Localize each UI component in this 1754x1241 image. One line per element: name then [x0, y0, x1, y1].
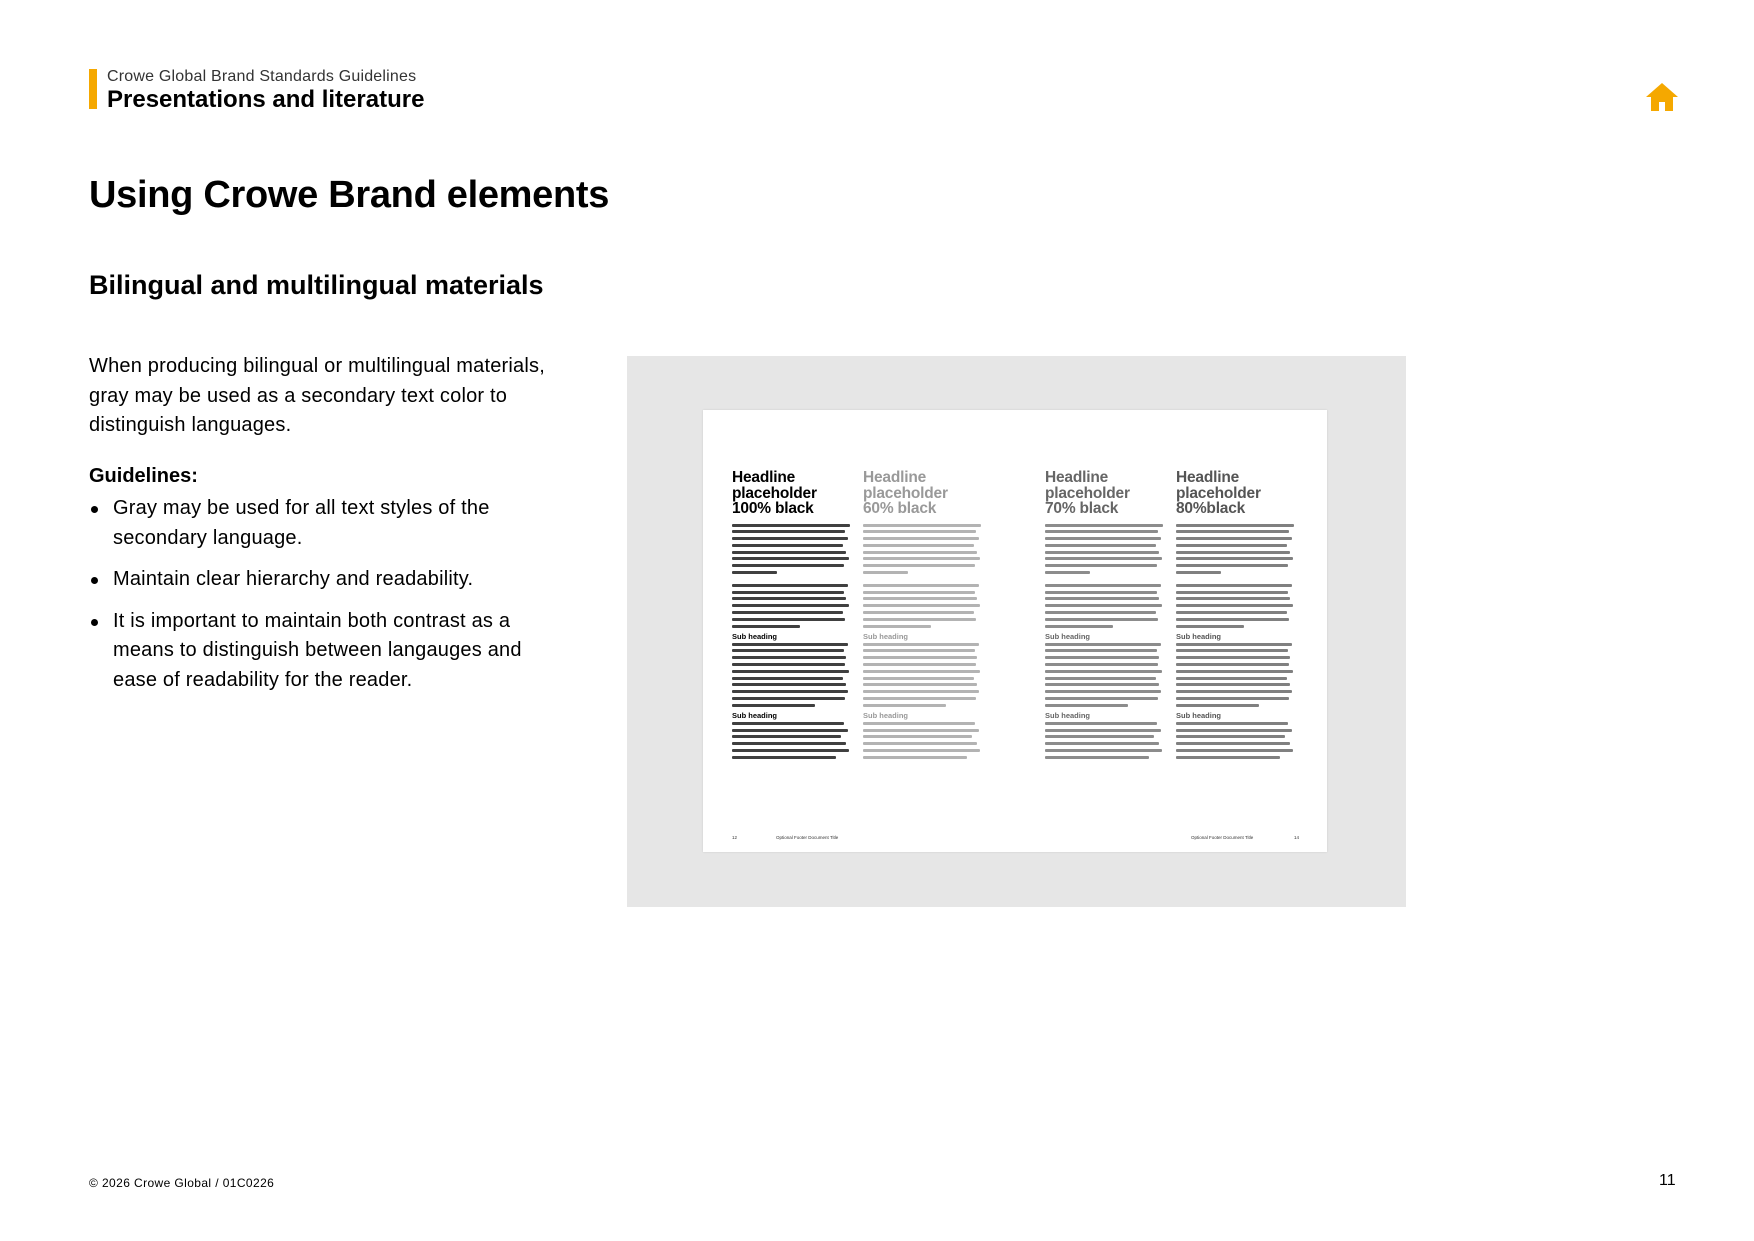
text-line [863, 618, 976, 621]
text-line [1045, 735, 1154, 738]
text-line [863, 584, 979, 587]
copyright-text: © 2026 Crowe Global / 01C0226 [89, 1176, 275, 1190]
text-line [863, 729, 979, 732]
preview-subheading: Sub heading [732, 631, 777, 641]
text-line [1045, 544, 1156, 547]
text-line [1045, 704, 1128, 707]
text-line [863, 756, 967, 759]
text-line [732, 584, 848, 587]
text-line [732, 656, 846, 659]
intro-paragraph: When producing bilingual or multilingual materials, gray may be used as a secondary text color to distinguish languages. [89, 355, 545, 436]
text-line [1176, 756, 1280, 759]
text-line [1176, 742, 1290, 745]
text-line [1045, 756, 1149, 759]
spread-preview-image [627, 356, 1406, 907]
text-line [863, 704, 946, 707]
text-line [1176, 537, 1292, 540]
text-line [732, 649, 844, 652]
preview-headline: Headline placeholder 80%black [1176, 469, 1261, 517]
guidelines-label: Guidelines: [89, 465, 198, 487]
text-line [1176, 530, 1289, 533]
text-line [863, 656, 977, 659]
text-line [1176, 524, 1294, 527]
text-line [863, 683, 977, 686]
preview-subheading: Sub heading [1176, 710, 1221, 720]
preview-body-text [1045, 722, 1163, 759]
header-accent-bar [89, 69, 97, 109]
text-line [1176, 649, 1288, 652]
text-line [1176, 544, 1287, 547]
text-line [1176, 729, 1292, 732]
text-line [1176, 604, 1293, 607]
text-line [1045, 611, 1156, 614]
text-line [1176, 643, 1292, 646]
preview-subheading: Sub heading [863, 710, 908, 720]
text-line [863, 530, 976, 533]
text-line [1045, 749, 1162, 752]
preview-body-text [732, 524, 850, 628]
text-line [1176, 690, 1292, 693]
text-line [1045, 564, 1157, 567]
preview-body-text [863, 524, 981, 628]
text-line [732, 722, 844, 725]
text-line [863, 597, 977, 600]
text-line [863, 544, 974, 547]
text-line [732, 571, 777, 574]
text-line [1176, 557, 1293, 560]
text-line [1176, 656, 1290, 659]
preview-headline: Headline placeholder 60% black [863, 469, 948, 517]
text-line [863, 670, 980, 673]
text-line [863, 742, 977, 745]
text-line [732, 690, 848, 693]
paragraph-gap [1045, 578, 1163, 584]
preview-body-text [1176, 643, 1294, 707]
spread-footer-title-right: Optional Footer Document Title [1191, 835, 1254, 840]
text-line [1045, 649, 1157, 652]
spread-footer-page-right: 14 [1294, 835, 1300, 840]
preview-body-text [1176, 524, 1294, 628]
text-line [732, 663, 845, 666]
text-line [863, 649, 975, 652]
text-line [1176, 584, 1292, 587]
text-line [1176, 625, 1244, 628]
text-line [732, 611, 843, 614]
text-line [1176, 722, 1288, 725]
text-line [732, 597, 846, 600]
text-line [1045, 530, 1158, 533]
text-line [732, 544, 843, 547]
text-line [863, 749, 980, 752]
preview-body-text [863, 643, 981, 707]
text-line [863, 722, 975, 725]
text-line [1045, 742, 1159, 745]
section-subheading: Bilingual and multilingual materials [89, 270, 544, 300]
text-line [1045, 557, 1162, 560]
text-line [732, 557, 849, 560]
text-line [1045, 663, 1158, 666]
guideline-item: Maintain clear hierarchy and readability. [89, 565, 559, 595]
document-spread [703, 410, 1327, 852]
preview-body-text [863, 722, 981, 759]
text-line [1176, 697, 1289, 700]
preview-column [863, 470, 981, 763]
preview-subheading: Sub heading [863, 631, 908, 641]
text-line [1176, 618, 1289, 621]
text-line [1176, 735, 1285, 738]
text-line [732, 551, 846, 554]
text-line [863, 663, 976, 666]
text-line [732, 683, 846, 686]
paragraph-gap [863, 578, 981, 584]
text-line [1045, 551, 1159, 554]
text-line [732, 643, 848, 646]
text-line [732, 591, 844, 594]
text-line [1045, 591, 1157, 594]
text-line [1045, 597, 1159, 600]
guideline-item: Gray may be used for all text styles of the secondary language. [89, 494, 559, 553]
text-line [1045, 677, 1156, 680]
preview-headline: Headline placeholder 70% black [1045, 469, 1130, 517]
preview-subheading: Sub heading [1045, 710, 1090, 720]
text-line [863, 611, 974, 614]
text-line [1045, 618, 1158, 621]
text-line [1045, 571, 1090, 574]
preview-subheading: Sub heading [732, 710, 777, 720]
preview-body-text [1176, 722, 1294, 759]
section-title: Presentations and literature [107, 86, 425, 113]
text-line [732, 697, 845, 700]
text-line [732, 735, 841, 738]
guideline-item: It is important to maintain both contrast as a means to distinguish between langauges and ease of readability for the reader. [89, 607, 559, 696]
text-line [863, 604, 980, 607]
paragraph-gap [732, 578, 850, 584]
preview-subheading: Sub heading [1176, 631, 1221, 641]
text-line [863, 551, 977, 554]
text-line [732, 742, 846, 745]
home-icon [1644, 80, 1680, 114]
preview-body-text [732, 643, 850, 707]
text-line [732, 677, 843, 680]
text-line [1045, 690, 1161, 693]
preview-column [1045, 470, 1163, 763]
text-line [863, 557, 980, 560]
preview-body-text [732, 722, 850, 759]
guide-title: Crowe Global Brand Standards Guidelines [107, 68, 417, 85]
text-line [732, 618, 845, 621]
text-line [1176, 591, 1288, 594]
spread-footer-title-left: Optional Footer Document Title [776, 835, 839, 840]
text-line [863, 564, 975, 567]
text-line [1176, 611, 1287, 614]
spread-footer-page-left: 12 [732, 835, 738, 840]
text-line [1176, 564, 1288, 567]
text-line [863, 677, 974, 680]
text-line [1176, 749, 1293, 752]
text-line [1176, 683, 1290, 686]
text-line [1176, 704, 1259, 707]
text-line [1045, 670, 1162, 673]
text-line [1176, 670, 1293, 673]
text-line [1045, 643, 1161, 646]
text-line [732, 756, 836, 759]
text-line [1045, 537, 1161, 540]
text-line [1045, 625, 1113, 628]
text-line [863, 591, 975, 594]
text-line [863, 643, 979, 646]
text-line [732, 625, 800, 628]
page-number: 11 [1659, 1172, 1676, 1189]
text-line [1045, 604, 1162, 607]
text-line [732, 530, 845, 533]
preview-subheading: Sub heading [1045, 631, 1090, 641]
preview-column [1176, 470, 1294, 763]
text-line [1045, 524, 1163, 527]
text-line [863, 524, 981, 527]
preview-body-text [1045, 643, 1163, 707]
text-line [732, 704, 815, 707]
guidelines-list [89, 494, 559, 707]
text-line [1176, 597, 1290, 600]
text-line [732, 749, 849, 752]
text-line [1176, 663, 1289, 666]
text-line [1045, 656, 1159, 659]
text-line [732, 537, 848, 540]
text-line [863, 697, 976, 700]
text-line [863, 571, 908, 574]
text-line [732, 729, 848, 732]
page-heading: Using Crowe Brand elements [89, 174, 610, 216]
preview-column [732, 470, 850, 763]
text-line [732, 604, 849, 607]
text-line [1045, 697, 1158, 700]
text-line [732, 564, 844, 567]
text-line [863, 735, 972, 738]
text-line [863, 537, 979, 540]
home-button[interactable] [1644, 80, 1680, 114]
text-line [1045, 722, 1157, 725]
text-line [1176, 571, 1221, 574]
text-line [1045, 729, 1161, 732]
text-line [732, 670, 849, 673]
text-line [863, 690, 979, 693]
text-line [1176, 677, 1287, 680]
preview-body-text [1045, 524, 1163, 628]
text-line [863, 625, 931, 628]
text-line [1045, 584, 1161, 587]
text-line [1045, 683, 1159, 686]
text-line [1176, 551, 1290, 554]
preview-headline: Headline placeholder 100% black [732, 469, 817, 517]
text-line [732, 524, 850, 527]
paragraph-gap [1176, 578, 1294, 584]
